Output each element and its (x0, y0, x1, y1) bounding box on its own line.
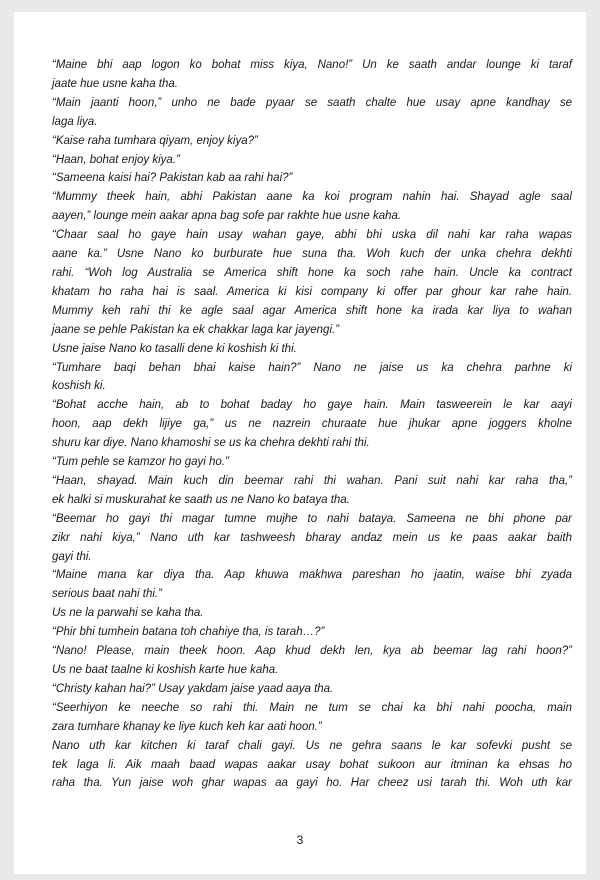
text-line: “Tum pehle se kamzor ho gayi ho.” (52, 456, 229, 469)
page-number: 3 (296, 833, 304, 847)
text-line: aane ka.” Usne Nano ko burburate hue suna tha. Woh kuch der unka chehra dekhti (52, 248, 572, 261)
text-line: jaane se pehle Pakistan ka ek chakkar laga kar jayengi.” (52, 323, 340, 336)
text-line: zikr nahi kiya,” Nano uth kar tashweesh bharay andaz mein us ke paas aakar baith (52, 531, 572, 544)
text-line: hoon, aap dekh lijiye ga,” us ne nazrein churaate hue jhukar apne joggers kholne (52, 418, 572, 431)
text-line: “Haan, shayad. Main kuch din beemar rahi thi wahan. Pani suit nahi kar raha tha,” (52, 474, 572, 487)
text-line: Mummy keh rahi thi ke agle saal agar America shift hone ka irada kar liya to wahan (52, 304, 572, 317)
text-line: “Maine bhi aap logon ko bohat miss kiya, Nano!” Un ke saath andar lounge ki taraf (52, 59, 572, 71)
text-line: laga liya. (52, 115, 98, 128)
text-line: “Mummy theek hain, abhi Pakistan aane ka koi program nahin hai. Shayad agle saal (52, 191, 572, 204)
document-page (14, 12, 586, 874)
text-line: “Kaise raha tumhara qiyam, enjoy kiya?” (52, 134, 258, 147)
text-line: “Christy kahan hai?” Usay yakdam jaise yaad aaya tha. (52, 682, 334, 695)
text-line: “Maine mana kar diya tha. Aap khuwa makhwa pareshan ho jaatin, waise bhi zyada (52, 569, 572, 582)
text-line: ek halki si muskurahat ke saath us ne Nano ko bataya tha. (52, 493, 350, 506)
text-line: “Chaar saal ho gaye hain usay wahan gaye, abhi bhi uska dil nahi kar raha wapas (52, 229, 572, 242)
text-line: “Tumhare baqi behan bhai kaise hain?” Nano ne jaise us ka chehra parhne ki (52, 361, 572, 374)
text-line: “Bohat acche hain, ab to bohat baday ho gaye hain. Main tasweerein le kar aayi (52, 399, 572, 412)
text-line: aayen,” lounge mein aakar apna bag sofe par rakhte hue usne kaha. (52, 210, 402, 223)
text-line: raha tha. Yun jaise woh ghar wapas aa gayi ho. Har cheez usi tarah thi. Woh uth kar (52, 777, 572, 790)
text-line: “Haan, bohat enjoy kiya.” (52, 153, 180, 166)
text-line: Nano uth kar kitchen ki taraf chali gayi. Us ne gehra saans le kar sofevki pusht se (52, 739, 572, 752)
text-line: serious baat nahi thi.” (52, 588, 162, 601)
text-line: tek laga li. Aik maah baad wapas aakar usay bohat sukoon aur itminan ka ehsas ho (52, 758, 572, 771)
text-line: rahi. “Woh log Australia se America shift hone ka soch rahe hain. Uncle ka contract (52, 266, 572, 279)
text-line: “Main jaanti hoon,” unho ne bade pyaar se saath chalte hue usay apne kandhay se (52, 96, 572, 109)
text-line: “Phir bhi tumhein batana toh chahiye tha, is tarah…?” (52, 626, 325, 639)
text-line: jaate hue usne kaha tha. (52, 77, 178, 90)
text-line: gayi thi. (52, 550, 92, 563)
text-line: “Seerhiyon ke neeche so rahi thi. Main ne tum se chai ka bhi nahi poocha, main (52, 701, 572, 714)
text-line: “Nano! Please, main theek hoon. Aap khud dekh len, kya ab beemar lag rahi hoon?” (52, 645, 572, 658)
text-line: shuru kar diye. Nano khamoshi se us ka chehra dekhti rahi thi. (52, 437, 370, 450)
text-line: “Beemar ho gayi thi magar tumne mujhe to nahi bataya. Sameena ne bhi phone par (52, 512, 572, 525)
text-line: Usne jaise Nano ko tasalli dene ki koshish ki thi. (52, 342, 297, 355)
text-line: “Sameena kaisi hai? Pakistan kab aa rahi hai?” (52, 172, 293, 185)
text-line: koshish ki. (52, 380, 106, 393)
text-line: zara tumhare khanay ke liye kuch keh kar aati hoon.” (52, 720, 322, 733)
text-line: Us ne baat taalne ki koshish karte hue kaha. (52, 664, 279, 676)
text-line: khatam ho raha hai is saal. America ki kisi company ki offer par ghour kar rahe hain. (52, 285, 572, 298)
text-line: Us ne la parwahi se kaha tha. (52, 607, 204, 620)
body-text (52, 56, 572, 793)
